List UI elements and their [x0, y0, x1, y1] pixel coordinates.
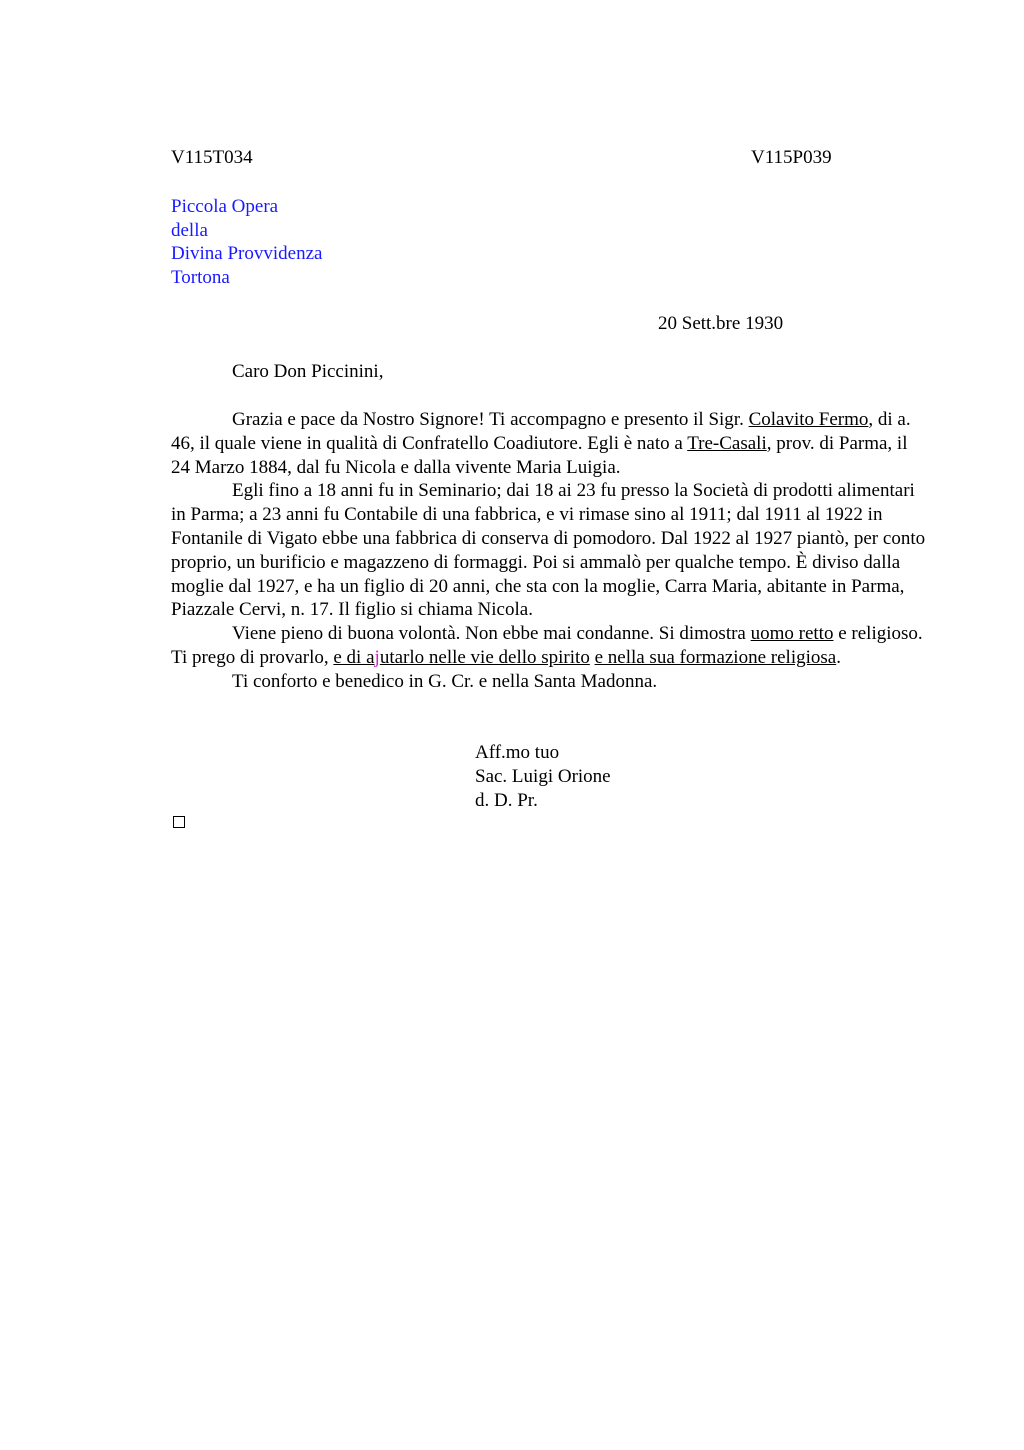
text-run: , di a. 46, il quale viene in qualità di Confratello Coadiutore. Egli è nato a	[171, 409, 911, 454]
closing-signature	[475, 741, 611, 812]
underlined-phrase: e nella sua formazione religiosa	[594, 646, 837, 668]
empty-box-icon	[173, 816, 185, 828]
document-ref-right: V115P039	[751, 147, 832, 168]
highlighted-letter: j	[374, 646, 380, 668]
paragraph-2: Egli fino a 18 anni fu in Seminario; dai 18 ai 23 fu presso la Società di prodotti alimentari in Parma; a 23 anni fu Contabile di una fabbrica, e vi rimase sino al 1911; dal 1911 al 1922 in Fontanile di Vigato ebbe una fabbrica di conserva di pomodoro. Dal 1922 al 1927 piantò, per conto proprio, un burificio e magazzeno di formaggi. Poi si ammalò per qualche tempo. È diviso dalla moglie dal 1927, e ha un figlio di 20 anni, che sta con la moglie, Carra Maria, abitante in Parma, Piazzale Cervi, n. 17. Il figlio si chiama Nicola.	[171, 480, 926, 621]
underlined-place: Tre-Casali	[687, 432, 767, 454]
letter-date: 20 Sett.bre 1930	[658, 313, 784, 334]
underlined-phrase	[333, 647, 589, 668]
letterhead-line: della	[171, 219, 208, 241]
letter-body	[171, 408, 929, 694]
underlined-name: Colavito Fermo	[748, 409, 869, 430]
letterhead-line: Piccola Opera	[171, 196, 279, 217]
text-run: Viene pieno di buona volontà. Non ebbe mai condanne. Si dimostra	[232, 623, 751, 645]
letterhead-line: Divina Provvidenza	[171, 243, 323, 264]
text-run: utarlo nelle vie dello spirito	[379, 646, 590, 668]
closing-line: Sac. Luigi Orione	[475, 765, 611, 787]
paragraph-4: Ti conforto e benedico in G. Cr. e nella Santa Madonna.	[232, 670, 658, 692]
text-run: e religioso. Ti prego di provarlo,	[171, 623, 923, 668]
text-run: Grazia e pace da Nostro Signore! Ti accompagno e presento il Sigr.	[232, 409, 749, 430]
paragraph-3	[171, 622, 929, 670]
closing-line: Aff.mo tuo	[475, 742, 560, 763]
text-run: , prov. di Parma, il 24 Marzo 1884, dal fu Nicola e dalla vivente Maria Luigia.	[171, 432, 908, 478]
paragraph-1	[171, 408, 929, 479]
salutation: Caro Don Piccinini,	[232, 361, 384, 382]
text-run: e di a	[333, 646, 375, 668]
closing-line: d. D. Pr.	[475, 789, 538, 811]
text-run: .	[836, 646, 841, 668]
document-ref-left: V115T034	[171, 147, 253, 168]
underlined-phrase: uomo retto	[750, 623, 834, 645]
letterhead-line: Tortona	[171, 266, 230, 288]
letterhead	[171, 195, 322, 289]
